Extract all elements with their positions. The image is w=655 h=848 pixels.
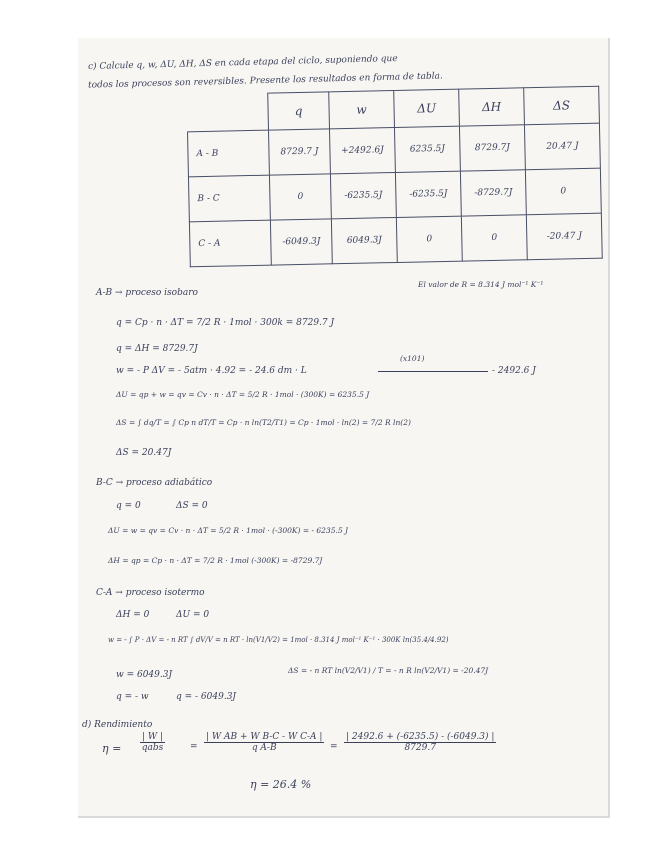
eta-fraction-3 xyxy=(344,732,496,753)
ab-line-1: q = Cp · n · ΔT = 7/2 R · 1mol · 300k = 8729.7 J xyxy=(116,318,335,328)
ab-line-3-conversion: (x101) xyxy=(400,354,425,363)
eta-den-3: 8729.7 xyxy=(404,743,436,753)
table-cell: -8729.7J xyxy=(460,170,526,216)
eta-den-1: qabs xyxy=(141,743,164,753)
row-label: B - C xyxy=(188,175,270,222)
section-ca-title: C-A → proceso isotermo xyxy=(96,588,205,598)
ca-line-4: ΔS = - n RT ln(V2/V1) / T = - n R ln(V2/V1) = -20.47J xyxy=(288,666,489,675)
ab-line-6: ΔS = 20.47J xyxy=(116,448,172,458)
row-label: A - B xyxy=(188,130,270,177)
note-r-value: El valor de R = 8.314 J mol⁻¹ K⁻¹ xyxy=(418,280,544,289)
ca-line-5b: q = - 6049.3J xyxy=(176,692,237,702)
eta-fraction-1 xyxy=(140,732,165,753)
ca-line-2: w = - ∫ P · ΔV = - n RT ∫ dV/V = n RT · ln(V1/V2) = 1mol · 8.314 J mol⁻¹ K⁻¹ · 300K ln(35.4/4.92) xyxy=(108,636,449,644)
equals-sign-1: = xyxy=(190,742,198,752)
ca-line-3: w = 6049.3J xyxy=(116,670,173,680)
table-cell: 0 xyxy=(525,168,601,215)
question-c-line1: c) Calcule q, w, ΔU, ΔH, ΔS en cada etapa del ciclo, suponiendo que xyxy=(87,53,398,73)
table-cell: -6235.5J xyxy=(395,171,461,217)
section-d-title: d) Rendimiento xyxy=(82,720,153,730)
bc-line-1a: q = 0 xyxy=(116,501,141,511)
eta-lhs: η = xyxy=(102,742,122,755)
header-w: w xyxy=(329,90,395,128)
section-bc-title: B-C → proceso adiabático xyxy=(96,478,213,488)
table-cell: 8729.7J xyxy=(459,125,525,171)
ca-line-5a: q = - w xyxy=(116,692,149,702)
ab-line-3: w = - P ΔV = - 5atm · 4.92 = - 24.6 dm · L xyxy=(116,366,307,376)
table-row xyxy=(189,213,602,267)
header-dU: ΔU xyxy=(394,89,460,127)
ca-line-1a: ΔH = 0 xyxy=(116,610,150,620)
section-ab-title: A-B → proceso isobaro xyxy=(96,288,198,298)
header-dH: ΔH xyxy=(459,88,525,126)
table-cell: 0 xyxy=(461,215,527,261)
row-label: C - A xyxy=(189,220,271,267)
table-cell: 0 xyxy=(269,174,331,220)
table-cell: 20.47 J xyxy=(524,123,600,170)
eta-result: η = 26.4 % xyxy=(250,778,312,791)
table-cell: -20.47 J xyxy=(526,213,602,260)
ab-line-2: q = ΔH = 8729.7J xyxy=(116,344,198,354)
table-cell: -6049.3J xyxy=(270,219,332,265)
results-table xyxy=(186,86,603,268)
ab-line-4: ΔU = qp + w = qv = Cv · n · ΔT = 5/2 R · 1mol · (300K) = 6235.5 J xyxy=(116,390,370,399)
table-cell: 6049.3J xyxy=(331,217,397,263)
table-cell: 0 xyxy=(396,216,462,262)
eta-den-2: q A-B xyxy=(251,743,277,753)
equals-sign-2: = xyxy=(330,742,338,752)
conversion-arrow xyxy=(378,371,488,372)
table-cell: 8729.7 J xyxy=(269,129,331,175)
eta-fraction-2 xyxy=(204,732,324,753)
eta-num-2: | W AB + W B-C - W C-A | xyxy=(206,732,323,742)
eta-num-3: | 2492.6 + (-6235.5) - (-6049.3) | xyxy=(346,732,495,742)
ab-line-5: ΔS = ∫ dq/T = ∫ Cp n dT/T = Cp · n ln(T2/T1) = Cp · 1mol · ln(2) = 7/2 R ln(2) xyxy=(116,418,411,427)
ca-line-1b: ΔU = 0 xyxy=(176,610,210,620)
header-q: q xyxy=(268,92,330,130)
bc-line-1b: ΔS = 0 xyxy=(176,501,208,511)
bc-line-2: ΔU = w = qv = Cv · n · ΔT = 5/2 R · 1mol · (-300K) = - 6235.5 J xyxy=(108,526,349,535)
ab-line-3-result: - 2492.6 J xyxy=(492,366,536,376)
question-c-line2: todos los procesos son reversibles. Presente los resultados en forma de tabla. xyxy=(87,71,443,91)
notebook-page xyxy=(78,38,610,818)
table-cell: 6235.5J xyxy=(394,126,460,172)
eta-num-1: | W | xyxy=(142,732,164,742)
table-cell: +2492.6J xyxy=(329,127,395,173)
bc-line-3: ΔH = qp = Cp · n · ΔT = 7/2 R · 1mol (-300K) = -8729.7J xyxy=(108,556,323,565)
table-cell: -6235.5J xyxy=(330,172,396,218)
header-dS: ΔS xyxy=(524,86,600,125)
